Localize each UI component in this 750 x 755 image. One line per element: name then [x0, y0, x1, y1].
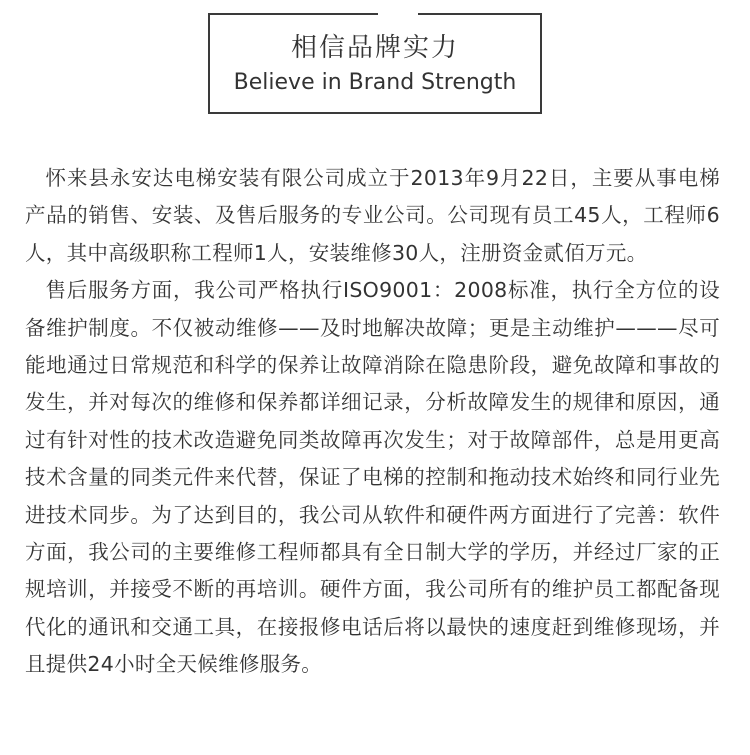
paragraph-company-intro: 怀来县永安达电梯安装有限公司成立于2013年9月22日，主要从事电梯产品的销售、安装、及售后服务的专业公司。公司现有员工45人，工程师6人，其中高级职称工程师1人，安装维修30人，注册资金贰佰万元。 [25, 166, 720, 265]
page-title: 相信品牌实力 [290, 33, 459, 63]
paragraph-after-sales: 售后服务方面，我公司严格执行ISO9001：2008标准，执行全方位的设备维护制度。不仅被动维修——及时地解决故障；更是主动维护———尽可能地通过日常规范和科学的保养让故障消除在隐患阶段，避免故障和事故的发生，并对每次的维修和保养都详细记录，分析故障发生的规律和原因，通过有针对性的技术改造避免同类故障再次发生；对于故障部件，总是用更高技术含量的同类元件来代替，保证了电梯的控制和拖动技术始终和同行业先进技术同步。为了达到目的，我公司从软件和硬件两方面进行了完善：软件方面，我公司的主要维修工程师都具有全日制大学的学历，并经过厂家的正规培训，并接受不断的再培训。硬件方面，我公司所有的维护员工都配备现代化的通讯和交通工具，在接报修电话后将以最快的速度赶到维修现场，并且提供24小时全天候维修服务。 [25, 278, 720, 677]
title-box [208, 13, 542, 114]
title-box-gap [378, 13, 418, 17]
company-description [25, 160, 720, 684]
page-subtitle: Believe in Brand Strength [233, 70, 517, 95]
